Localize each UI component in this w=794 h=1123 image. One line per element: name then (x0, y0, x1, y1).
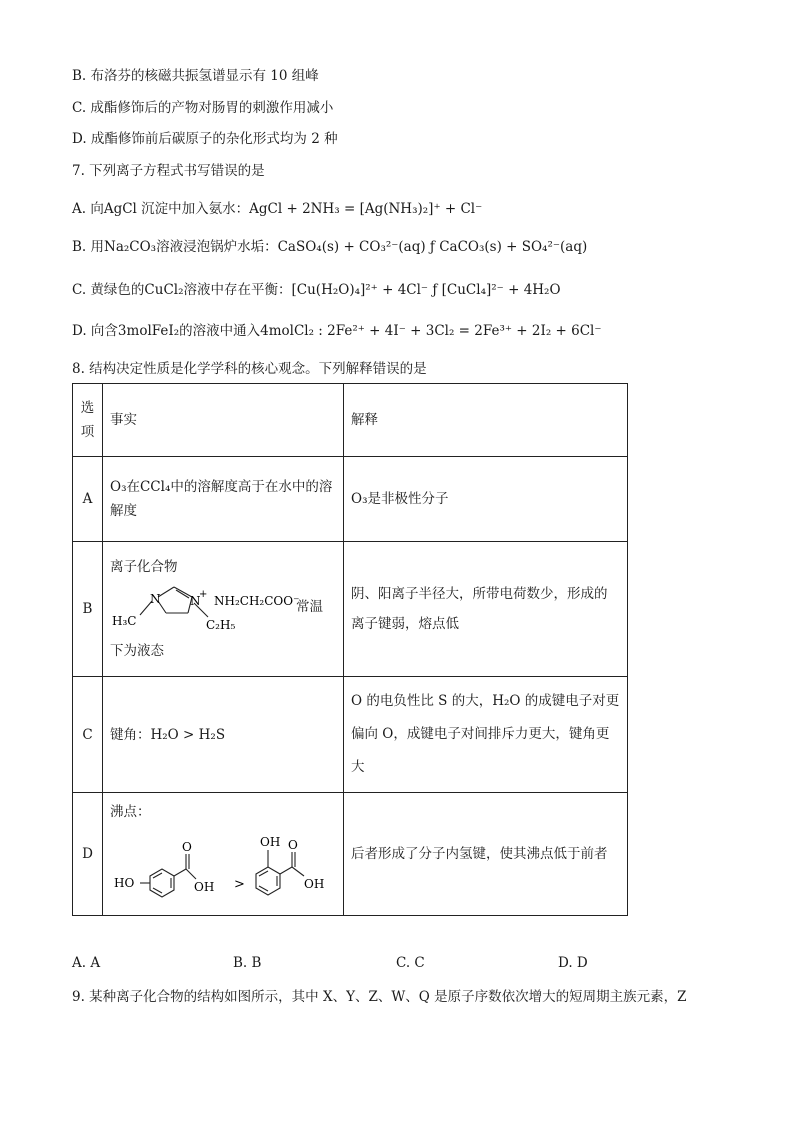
row-d-option: D (73, 793, 103, 916)
n-methyl-label: N (150, 592, 161, 606)
answer-d: D. D (558, 955, 588, 971)
header-option: 选项 (73, 384, 103, 457)
q7-option-a: A. 向AgCl 沉淀中加入氨水：AgCl + 2NH₃ = [Ag(NH₃)₂]⁺ + Cl⁻ (72, 201, 483, 217)
q6-option-d: D. 成酯修饰前后碳原子的杂化形式均为 2 种 (72, 131, 338, 147)
header-explain: 解释 (344, 384, 628, 457)
oh-label-1: OH (194, 880, 215, 894)
carbonyl-o-label-2: O (288, 838, 298, 852)
anion-label: NH₂CH₂COO⁻ (214, 594, 300, 608)
answer-a: A. A (72, 955, 101, 971)
q6-option-c: C. 成酯修饰后的产物对肠胃的刺激作用减小 (72, 100, 334, 116)
n-plus-label: N (190, 594, 201, 608)
q9-stem: 9. 某种离子化合物的结构如图所示，其中 X、Y、Z、W、Q 是原子序数依次增大的短周期主族元素，Z (72, 989, 687, 1005)
table-header-row (73, 384, 628, 457)
carbonyl-o-label-1: O (182, 840, 192, 854)
row-d-explain: 后者形成了分子内氢键，使其沸点低于前者 (344, 793, 628, 916)
ethyl-label: C₂H₅ (206, 618, 236, 632)
answer-b: B. B (233, 955, 262, 971)
row-c-fact: 键角：H₂O > H₂S (103, 677, 344, 793)
row-b-explain: 阴、阳离子半径大，所带电荷数少，形成的离子键弱，熔点低 (344, 542, 628, 677)
q7-option-d: D. 向含3molFeI₂的溶液中通入4molCl₂ : 2Fe²⁺ + 4I⁻ + 3Cl₂ = 2Fe³⁺ + 2I₂ + 6Cl⁻ (72, 323, 602, 339)
row-b-fact-bottom: 下为液态 (110, 643, 164, 659)
plus-charge-label: + (199, 589, 208, 600)
row-b-fact-suffix: 常温 (296, 599, 323, 615)
q7-option-c: C. 黄绿色的CuCl₂溶液中存在平衡：[Cu(H₂O)₄]²⁺ + 4Cl⁻ ƒ [CuCl₄]²⁻ + 4H₂O (72, 282, 561, 298)
table-row-b (73, 542, 628, 677)
q7-stem: 7. 下列离子方程式书写错误的是 (72, 163, 265, 179)
header-fact: 事实 (103, 384, 344, 457)
table-row-c (73, 677, 628, 793)
row-b-fact (103, 542, 344, 677)
imidazolium-structure (110, 579, 336, 639)
q7-option-b: B. 用Na₂CO₃溶液浸泡锅炉水垢：CaSO₄(s) + CO₃²⁻(aq) ƒ CaCO₃(s) + SO₄²⁻(aq) (72, 239, 588, 255)
imidazolium-ring-svg (110, 579, 306, 639)
methyl-label: H₃C (112, 614, 137, 628)
row-d-fact-top: 沸点： (110, 804, 151, 820)
answer-c: C. C (396, 955, 425, 971)
row-b-option: B (73, 542, 103, 677)
hydroxybenzoic-acids-structure (110, 824, 336, 912)
row-b-fact-top: 离子化合物 (110, 559, 178, 575)
greater-than-sign: > (234, 877, 245, 892)
table-row-a (73, 457, 628, 542)
q6-option-b: B. 布洛芬的核磁共振氢谱显示有 10 组峰 (72, 68, 319, 84)
table-row-d (73, 793, 628, 916)
oh-label-3: OH (304, 877, 325, 891)
row-a-explain: O₃是非极性分子 (344, 457, 628, 542)
row-a-option: A (73, 457, 103, 542)
ho-label: HO (114, 876, 135, 890)
row-a-fact: O₃在CCl₄中的溶解度高于在水中的溶解度 (103, 457, 344, 542)
row-c-explain: O 的电负性比 S 的大，H₂O 的成键电子对更偏向 O，成键电子对间排斥力更大，键角更大 (344, 677, 628, 793)
oh-label-2: OH (260, 835, 281, 849)
q8-table (72, 383, 628, 916)
q8-stem: 8. 结构决定性质是化学学科的核心观念。下列解释错误的是 (72, 361, 427, 377)
row-d-fact (103, 793, 344, 916)
benzoic-acids-svg (110, 824, 336, 912)
row-c-option: C (73, 677, 103, 793)
